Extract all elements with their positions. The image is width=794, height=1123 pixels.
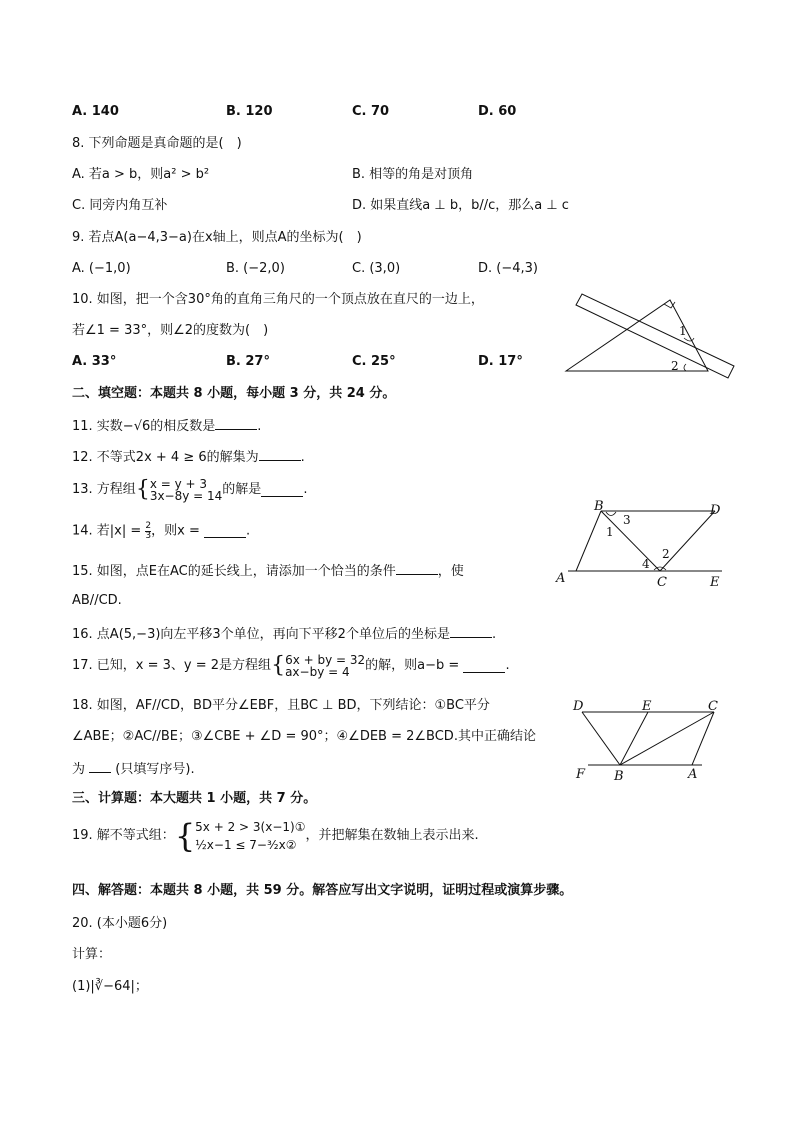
q18-label-e: E: [642, 699, 652, 714]
q13-answer-blank[interactable]: [261, 484, 303, 497]
q10-stem-line2: 若∠1 = 33°，则∠2的度数为( ): [72, 323, 269, 338]
q12-period: .: [300, 450, 305, 465]
q19: [72, 818, 479, 862]
q19-eq1: 5x + 2 > 3(x−1)①: [195, 820, 306, 834]
q18-line1: 18. 如图，AF//CD，BD平分∠EBF，且BC ⊥ BD，下列结论：①BC平分: [72, 698, 490, 713]
q18-label-c: C: [708, 699, 718, 714]
q16-answer-blank[interactable]: [450, 625, 492, 638]
q9-option-a: A. (−1,0): [72, 261, 131, 276]
q15-label-1: 1: [606, 525, 614, 539]
q10-stem-line1: 10. 如图，把一个含30°角的直角三角尺的一个顶点放在直尺的一边上，: [72, 292, 484, 307]
q15-label-a: A: [556, 571, 566, 586]
q7-option-a: A. 140: [72, 104, 119, 119]
q10-option-a: A. 33°: [72, 354, 117, 369]
q15-line-ab: [576, 511, 601, 571]
q7-option-b: B. 120: [226, 104, 273, 119]
q15-answer-blank[interactable]: [396, 562, 438, 575]
q17-answer-blank[interactable]: [463, 660, 505, 673]
q8-option-a: A. 若a > b，则a² > b²: [72, 167, 210, 182]
q15-label-e: E: [710, 575, 720, 590]
q15-angle-arc-c: [654, 567, 666, 570]
q7-option-c: C. 70: [352, 104, 390, 119]
q17-eq2: ax−by = 4: [285, 665, 350, 679]
q9-stem: 9. 若点A(a−4,3−a)在x轴上，则点A的坐标为( ): [72, 230, 362, 245]
q15-text: 15. 如图，点E在AC的延长线上，请添加一个恰当的条件: [72, 564, 396, 579]
q13-eq1: x = y + 3: [149, 477, 208, 491]
section3-heading: 三、计算题：本大题共 1 小题，共 7 分。: [72, 791, 317, 806]
q18-line3: [72, 760, 195, 778]
q10-option-d: D. 17°: [478, 354, 523, 369]
q15-label-4: 4: [642, 557, 650, 571]
q18-line-db: [582, 712, 620, 765]
q15-label-3: 3: [623, 513, 631, 527]
q14: [72, 522, 250, 544]
q10-figure: [560, 292, 740, 382]
q14-frac-num: 2: [145, 521, 152, 531]
q10-angle1-arc: [684, 338, 694, 341]
q8-option-d: D. 如果直线a ⊥ b，b//c，那么a ⊥ c: [352, 198, 569, 213]
q9-option-c: C. (3,0): [352, 261, 401, 276]
q9-option-d: D. (−4,3): [478, 261, 538, 276]
q13-system: [150, 478, 222, 502]
q13-mid: 的解是: [222, 482, 262, 497]
q14-answer-blank[interactable]: [204, 525, 246, 538]
q15-line-cd: [660, 511, 715, 571]
q10-label-2: 2: [671, 359, 679, 373]
q18-label-d: D: [573, 699, 584, 714]
q19-text: 19. 解不等式组：: [72, 828, 175, 843]
q19-system: [195, 818, 305, 854]
q19-eq2: ½x−1 ≤ 7−³⁄₂x②: [195, 838, 297, 852]
q15-label-c: C: [657, 575, 667, 590]
q17-system: [285, 654, 365, 678]
q11-period: .: [257, 419, 262, 434]
q14-mid: ，则x =: [151, 523, 205, 539]
q18-line2: ∠ABE；②AC//BE；③∠CBE + ∠D = 90°；④∠DEB = 2∠BCD.其中正确结论: [72, 729, 536, 744]
q17-eq1: 6x + by = 32: [285, 653, 366, 667]
q11-text: 11. 实数−√6的相反数是: [72, 419, 216, 434]
q18-answer-blank[interactable]: [89, 760, 111, 773]
q15-text-end: ，使: [437, 564, 464, 579]
q16-period: .: [491, 627, 497, 642]
q13-text: 13. 方程组: [72, 482, 136, 497]
q13-brace: {: [135, 477, 150, 502]
q14-period: .: [246, 523, 251, 539]
q18-label-b: B: [614, 769, 624, 784]
q18-label-a: A: [688, 767, 698, 782]
q16-text: 16. 点A(5,−3)向左平移3个单位，再向下平移2个单位后的坐标是: [72, 627, 450, 642]
q19-brace: {: [174, 817, 196, 855]
q13-eq2: 3x−8y = 14: [149, 489, 223, 503]
q13-period: .: [303, 482, 308, 497]
q18-text-end: (只填写序号).: [115, 762, 195, 777]
section2-heading: 二、填空题：本题共 8 小题，每小题 3 分，共 24 分。: [72, 386, 396, 401]
q18-text: 为: [72, 762, 86, 777]
q14-text: 14. 若|x| =: [72, 523, 146, 539]
q8-stem: 8. 下列命题是真命题的是( ): [72, 136, 242, 151]
q17-mid: 的解，则a−b =: [365, 658, 464, 673]
q17-period: .: [505, 658, 510, 673]
q10-option-c: C. 25°: [352, 354, 396, 369]
q17-brace: {: [271, 653, 286, 678]
q9-option-b: B. (−2,0): [226, 261, 285, 276]
q15-angle-arc-b: [606, 512, 616, 516]
q10-ruler: [576, 294, 734, 378]
q10-option-b: B. 27°: [226, 354, 270, 369]
q15-label-2: 2: [662, 547, 670, 561]
q17: [72, 654, 510, 680]
q20-intro: 计算：: [72, 947, 112, 962]
q20-part1: (1)|∛−64|；: [72, 979, 148, 994]
q15-figure: [550, 498, 730, 590]
section4-heading: 四、解答题：本题共 8 小题，共 59 分。解答应写出文字说明，证明过程或演算步骤。: [72, 883, 573, 898]
q15-line2: AB//CD.: [72, 593, 122, 608]
q15-label-b: B: [594, 499, 604, 514]
q12-text: 12. 不等式2x + 4 ≥ 6的解集为: [72, 450, 259, 465]
q18-figure: [566, 694, 736, 784]
q17-text: 17. 已知，x = 3、y = 2是方程组: [72, 658, 272, 673]
q15-line1: [72, 562, 464, 580]
q10-label-1: 1: [679, 324, 687, 338]
q7-option-d: D. 60: [478, 104, 517, 119]
q13: [72, 478, 307, 504]
q16: [72, 625, 496, 643]
q10-angle2-arc: [684, 364, 686, 371]
q12-answer-blank[interactable]: [259, 448, 301, 461]
q18-label-f: F: [576, 767, 586, 782]
q14-frac-den: 3: [145, 531, 152, 541]
q15-label-d: D: [710, 503, 721, 518]
q20-title: 20. (本小题6分): [72, 916, 168, 931]
q19-text-end: ，并把解集在数轴上表示出来.: [305, 828, 479, 843]
q8-option-b: B. 相等的角是对顶角: [352, 167, 474, 182]
q12: [72, 448, 305, 466]
q11: [72, 417, 261, 435]
q11-answer-blank[interactable]: [215, 417, 257, 430]
q8-option-c: C. 同旁内角互补: [72, 198, 168, 213]
q18-line-ca: [692, 712, 714, 765]
